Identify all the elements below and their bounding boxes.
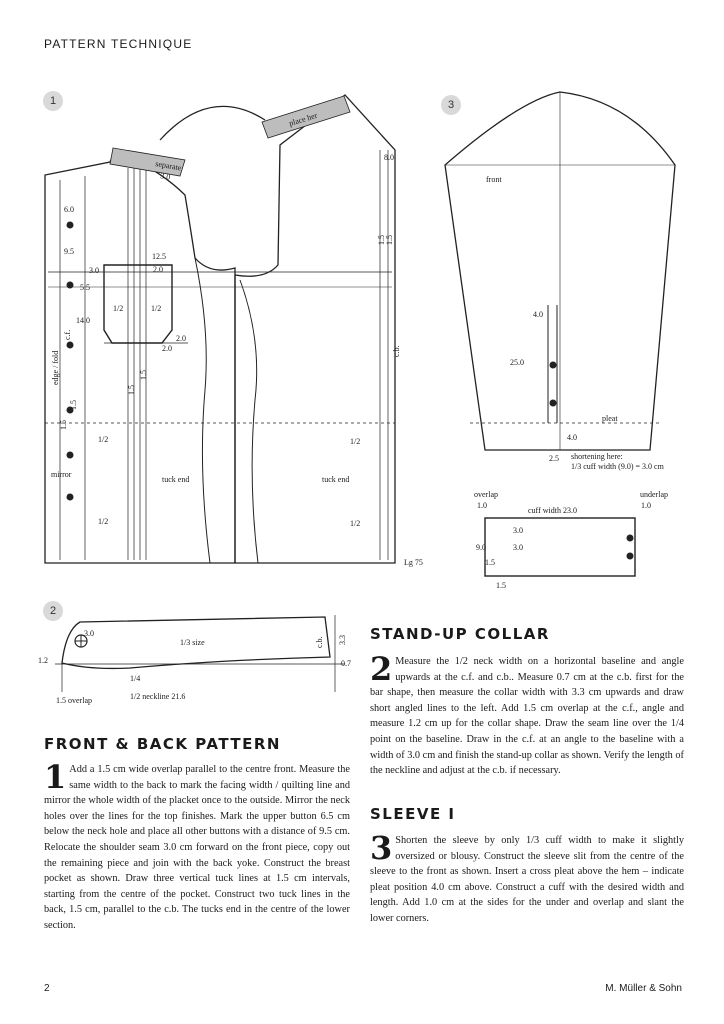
svg-text:c.b.: c.b. bbox=[315, 636, 324, 648]
svg-text:9.0: 9.0 bbox=[476, 543, 486, 552]
svg-text:1.2: 1.2 bbox=[38, 656, 48, 665]
svg-text:1/2 neckline 21.6: 1/2 neckline 21.6 bbox=[130, 692, 186, 701]
svg-text:1/3 cuff width (9.0) = 3.0 cm: 1/3 cuff width (9.0) = 3.0 cm bbox=[571, 462, 664, 471]
svg-text:6.0: 6.0 bbox=[64, 205, 74, 214]
paragraph-front-back-pattern: 1 Add a 1.5 cm wide overlap parallel to the centre front. Measure the same width to the back to mark the facing width / quilting line and mirror the whole width of the placket once to the outside. Mirror the neck holes over the lines for the top finishes. Mark the upper button 6.5 cm below the neck hole and place all other buttons with a distance of 9.5 cm. Relocate the shoulder seam 3.0 cm forward on the front piece, copy out the remaining piece and join with the back yoke. Construct the breast pocket as shown. Draw three vertical tuck lines at 1.5 cm intervals, starting from the centre of the pocket. Construct two tuck lines in the back, 1.5 cm, parallel to the c.b. The tucks end in the centre of the lower section. bbox=[44, 758, 350, 931]
svg-text:1/4: 1/4 bbox=[130, 674, 141, 683]
back-piece-outline bbox=[235, 95, 395, 563]
running-header: PATTERN TECHNIQUE bbox=[44, 37, 193, 51]
svg-text:1/2: 1/2 bbox=[151, 304, 162, 313]
svg-text:tuck end: tuck end bbox=[322, 475, 350, 484]
svg-text:1.0: 1.0 bbox=[641, 501, 651, 510]
svg-text:Lg 75: Lg 75 bbox=[404, 558, 423, 567]
svg-text:25.0: 25.0 bbox=[510, 358, 524, 367]
svg-text:5.5: 5.5 bbox=[80, 283, 90, 292]
page-number: 2 bbox=[44, 983, 50, 994]
drop-number: 1 bbox=[44, 758, 67, 796]
svg-text:3.0: 3.0 bbox=[89, 266, 99, 275]
svg-text:14.0: 14.0 bbox=[76, 316, 90, 325]
svg-text:2.0: 2.0 bbox=[162, 344, 172, 353]
svg-text:1.5: 1.5 bbox=[127, 385, 136, 395]
svg-text:3.3: 3.3 bbox=[338, 635, 347, 645]
svg-text:1/2: 1/2 bbox=[350, 519, 361, 528]
figure-number-3: 3 bbox=[441, 95, 461, 115]
armhole-curve bbox=[160, 106, 265, 140]
svg-text:3.0: 3.0 bbox=[84, 629, 94, 638]
svg-text:cuff width 23.0: cuff width 23.0 bbox=[528, 506, 577, 515]
svg-text:1.5 overlap: 1.5 overlap bbox=[56, 696, 92, 705]
publisher-name: M. Müller & Sohn bbox=[605, 983, 682, 994]
svg-text:1.5: 1.5 bbox=[485, 558, 495, 567]
svg-text:1.5: 1.5 bbox=[496, 581, 506, 590]
svg-text:c.b.: c.b. bbox=[392, 345, 401, 357]
svg-text:1.5: 1.5 bbox=[377, 235, 386, 245]
svg-text:2.0: 2.0 bbox=[153, 265, 163, 274]
svg-text:2.0: 2.0 bbox=[176, 334, 186, 343]
figure-number-1: 1 bbox=[43, 91, 63, 111]
svg-text:3.0: 3.0 bbox=[159, 171, 172, 182]
svg-text:1.5: 1.5 bbox=[69, 400, 78, 410]
svg-text:1/2: 1/2 bbox=[98, 435, 109, 444]
svg-text:1.5: 1.5 bbox=[59, 420, 68, 430]
svg-text:1.0: 1.0 bbox=[477, 501, 487, 510]
svg-text:edge / fold: edge / fold bbox=[51, 350, 60, 385]
svg-text:1.5: 1.5 bbox=[139, 370, 148, 380]
drop-number: 3 bbox=[370, 829, 393, 867]
svg-text:9.5: 9.5 bbox=[64, 247, 74, 256]
svg-text:1/2: 1/2 bbox=[98, 517, 109, 526]
heading-sleeve: SLEEVE I bbox=[370, 805, 456, 823]
paragraph-stand-up-collar: 2 Measure the 1/2 neck width on a horizontal baseline and angle upwards at the c.f. and c.b.. Measure 0.7 cm at the c.b. first for the bar shape, then measure the collar width with 3.3 cm upwards and draw short angled lines to the left. Add 1.5 cm overlap at the c.f., angle and measure 1.2 cm up for the collar shape. Draw the seam line over the 1/4 point on the baseline. Draw in the c.f. at an angle to the baseline with a width of 3.0 cm and finish the stand-up collar as shown. Verify the length of the neckline and adjust at the c.b. if necessary. bbox=[370, 650, 684, 777]
svg-text:1/2: 1/2 bbox=[113, 304, 124, 313]
svg-text:c.f.: c.f. bbox=[63, 329, 72, 340]
paragraph-sleeve: 3 Shorten the sleeve by only 1/3 cuff width to make it slightly oversized or blousy. Construct the sleeve slit from the centre of the sleeve to the front as shown. Insert a cross pleat above the hem – indicate pleat position 4.0 cm above. Construct a cuff with the desired width and length. Add 1.0 cm at the sides for the under and overlap and slant the lower corners. bbox=[370, 829, 684, 924]
svg-text:separate: separate bbox=[154, 159, 183, 173]
svg-text:place her: place her bbox=[287, 110, 319, 128]
svg-text:overlap: overlap bbox=[474, 490, 498, 499]
figure-number-2: 2 bbox=[43, 601, 63, 621]
svg-text:underlap: underlap bbox=[640, 490, 668, 499]
svg-text:2.5: 2.5 bbox=[549, 454, 559, 463]
svg-text:1/3 size: 1/3 size bbox=[180, 638, 205, 647]
svg-text:3.0: 3.0 bbox=[513, 543, 523, 552]
svg-text:4.0: 4.0 bbox=[533, 310, 543, 319]
svg-text:4.0: 4.0 bbox=[567, 433, 577, 442]
svg-text:shortening here:: shortening here: bbox=[571, 452, 623, 461]
svg-text:8.0: 8.0 bbox=[384, 153, 394, 162]
svg-text:pleat: pleat bbox=[602, 414, 618, 423]
svg-text:12.5: 12.5 bbox=[152, 252, 166, 261]
svg-text:1.5: 1.5 bbox=[385, 235, 394, 245]
heading-front-back-pattern: FRONT & BACK PATTERN bbox=[44, 735, 281, 753]
heading-stand-up-collar: STAND-UP COLLAR bbox=[370, 625, 550, 643]
svg-text:tuck end: tuck end bbox=[162, 475, 190, 484]
cuff-rect bbox=[485, 518, 635, 576]
svg-text:front: front bbox=[486, 175, 502, 184]
svg-text:1/2: 1/2 bbox=[350, 437, 361, 446]
svg-text:3.0: 3.0 bbox=[513, 526, 523, 535]
svg-text:0.7: 0.7 bbox=[341, 659, 351, 668]
drop-number: 2 bbox=[370, 650, 393, 688]
svg-text:mirror: mirror bbox=[51, 470, 72, 479]
